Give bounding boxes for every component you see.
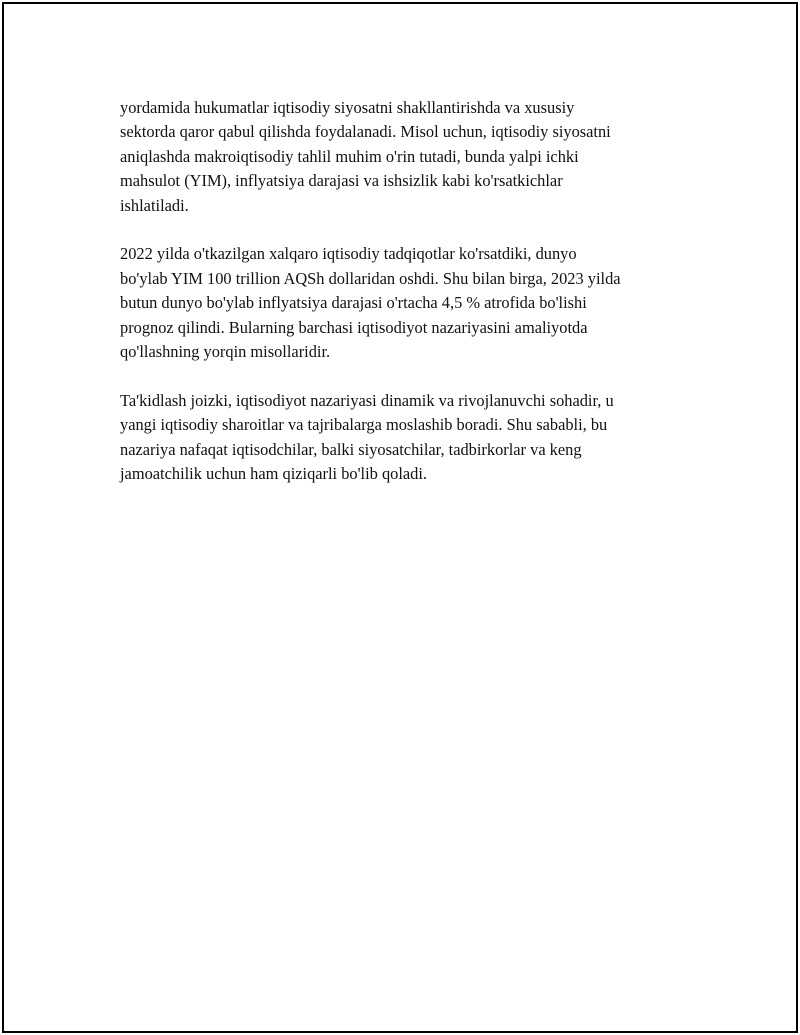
text-line: yordamida hukumatlar iqtisodiy siyosatni shakllantirishda va xususiy [120, 98, 575, 117]
text-line: mahsulot (YIM), inflyatsiya darajasi va ishsizlik kabi ko'rsatkichlar [120, 171, 563, 191]
text-line: Ta'kidlash joizki, iqtisodiyot nazariyasi dinamik va rivojlanuvchi sohadir, u [120, 390, 614, 410]
paragraph-1 [120, 96, 710, 218]
text-line: qo'llashning yorqin misollaridir. [120, 342, 331, 362]
text-line: sektorda qaror qabul qilishda foydalanadi. Misol uchun, iqtisodiy siyosatni [120, 122, 611, 142]
text-line: nazariya nafaqat iqtisodchilar, balki siyosatchilar, tadbirkorlar va keng [120, 439, 582, 459]
document-page [2, 2, 798, 1033]
paragraph-3 [120, 389, 710, 487]
text-line: ishlatiladi. [120, 195, 189, 215]
text-line: jamoatchilik uchun ham qiziqarli bo'lib qoladi. [120, 464, 428, 484]
paragraph-2 [120, 242, 710, 364]
text-line: prognoz qilindi. Bularning barchasi iqtisodiyot nazariyasini amaliyotda [120, 317, 588, 337]
text-line: aniqlashda makroiqtisodiy tahlil muhim o'rin tutadi, bunda yalpi ichki [120, 146, 579, 166]
text-line: butun dunyo bo'ylab inflyatsiya darajasi o'rtacha 4,5 % atrofida bo'lishi [120, 293, 587, 313]
text-line: bo'ylab YIM 100 trillion AQSh dollaridan oshdi. Shu bilan birga, 2023 yilda [120, 268, 621, 288]
text-line: 2022 yilda o'tkazilgan xalqaro iqtisodiy tadqiqotlar ko'rsatdiki, dunyo [120, 244, 577, 264]
text-line: yangi iqtisodiy sharoitlar va tajribalarga moslashib boradi. Shu sababli, bu [120, 415, 608, 435]
document-body [120, 96, 710, 511]
